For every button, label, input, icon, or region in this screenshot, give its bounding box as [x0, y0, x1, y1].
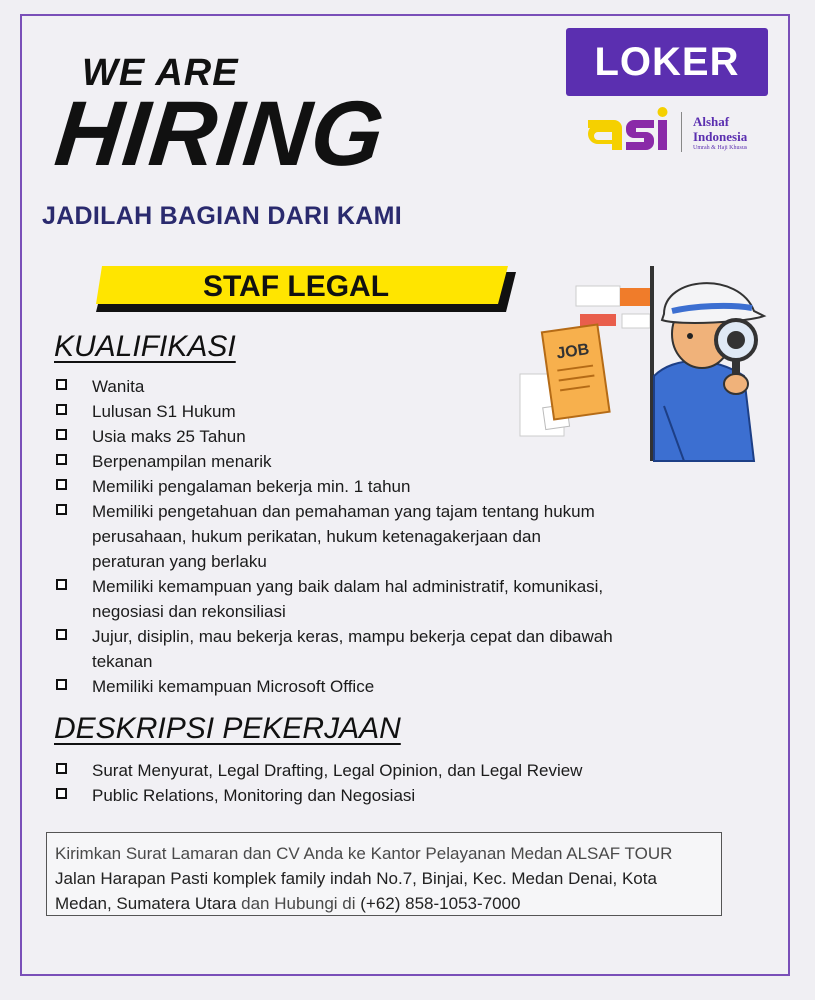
qualification-item: [54, 574, 692, 624]
checkbox-icon: [56, 679, 67, 690]
contact-line-1: Kirimkan Surat Lamaran dan CV Anda ke Kantor Pelayanan Medan ALSAF TOUR: [55, 844, 673, 863]
logo-divider: [681, 112, 682, 152]
qualification-item-text: negosiasi dan rekonsiliasi: [92, 602, 286, 621]
logo-name-line1: Alshaf: [693, 114, 730, 129]
qualification-item-text: Memiliki kemampuan yang baik dalam hal administratif, komunikasi,: [92, 577, 604, 596]
contact-phone: (+62) 858-1053-7000: [360, 894, 521, 913]
qualification-item: [54, 499, 692, 574]
contact-address: Medan, Sumatera Utara: [55, 894, 237, 913]
checkbox-icon: [56, 579, 67, 590]
job-description-item-text: Public Relations, Monitoring dan Negosiasi: [92, 786, 416, 805]
qualification-item-text: Memiliki kemampuan Microsoft Office: [92, 677, 375, 696]
contact-call-text: dan Hubungi di: [236, 894, 361, 913]
qualification-item-text: peraturan yang berlaku: [92, 552, 267, 571]
checkbox-icon: [56, 429, 67, 440]
logo-name: [693, 114, 747, 144]
checkbox-icon: [56, 479, 67, 490]
job-description-item-text: Surat Menyurat, Legal Drafting, Legal Opinion, dan Legal Review: [92, 761, 583, 780]
qualification-item-text: Wanita: [92, 377, 145, 396]
loker-badge-label: LOKER: [594, 39, 740, 84]
qualification-item-text: Memiliki pengalaman bekerja min. 1 tahun: [92, 477, 411, 496]
contact-line-3: [55, 891, 713, 916]
qualification-item-text: Lulusan S1 Hukum: [92, 402, 236, 421]
job-description-title: DESKRIPSI PEKERJAAN: [54, 712, 401, 745]
qualification-item: [54, 424, 692, 449]
qualification-item-text: Usia maks 25 Tahun: [92, 427, 246, 446]
job-description-item: [54, 758, 692, 783]
headline-we-are: WE ARE: [82, 52, 239, 94]
loker-badge: [566, 28, 768, 96]
checkbox-icon: [56, 504, 67, 515]
qualification-item-text: perusahaan, hukum perikatan, hukum ketenagakerjaan dan: [92, 527, 541, 546]
position-title: STAF LEGAL: [202, 270, 390, 303]
qualification-item: [54, 449, 692, 474]
qualification-item-text: tekanan: [92, 652, 153, 671]
checkbox-icon: [56, 788, 67, 799]
qualification-item: [54, 624, 692, 674]
qualification-item: [54, 674, 692, 699]
checkbox-icon: [56, 629, 67, 640]
qualification-item-text: Memiliki pengetahuan dan pemahaman yang tajam tentang hukum: [92, 502, 595, 521]
contact-box: [46, 832, 722, 916]
checkbox-icon: [56, 379, 67, 390]
job-description-item: [54, 783, 692, 808]
logo-subtitle: Umrah & Haji Khusus: [693, 145, 748, 151]
tagline: JADILAH BAGIAN DARI KAMI: [42, 202, 402, 230]
checkbox-icon: [56, 454, 67, 465]
checkbox-icon: [56, 763, 67, 774]
logo-name-line2: Indonesia: [693, 129, 748, 144]
checkbox-icon: [56, 404, 67, 415]
logo-mark: [588, 107, 668, 150]
contact-line-2: Jalan Harapan Pasti komplek family indah No.7, Binjai, Kec. Medan Denai, Kota: [55, 869, 657, 888]
qualifications-list: [54, 374, 692, 699]
qualifications-title: KUALIFIKASI: [54, 330, 236, 363]
qualification-item: [54, 374, 692, 399]
job-description-list: [54, 758, 692, 808]
qualification-item: [54, 399, 692, 424]
qualification-item-text: Berpenampilan menarik: [92, 452, 272, 471]
headline-hiring: HIRING: [50, 83, 390, 185]
qualification-item-text: Jujur, disiplin, mau bekerja keras, mampu bekerja cepat dan dibawah: [92, 627, 613, 646]
qualification-item: [54, 474, 692, 499]
svg-text:JOB: JOB: [555, 341, 591, 363]
